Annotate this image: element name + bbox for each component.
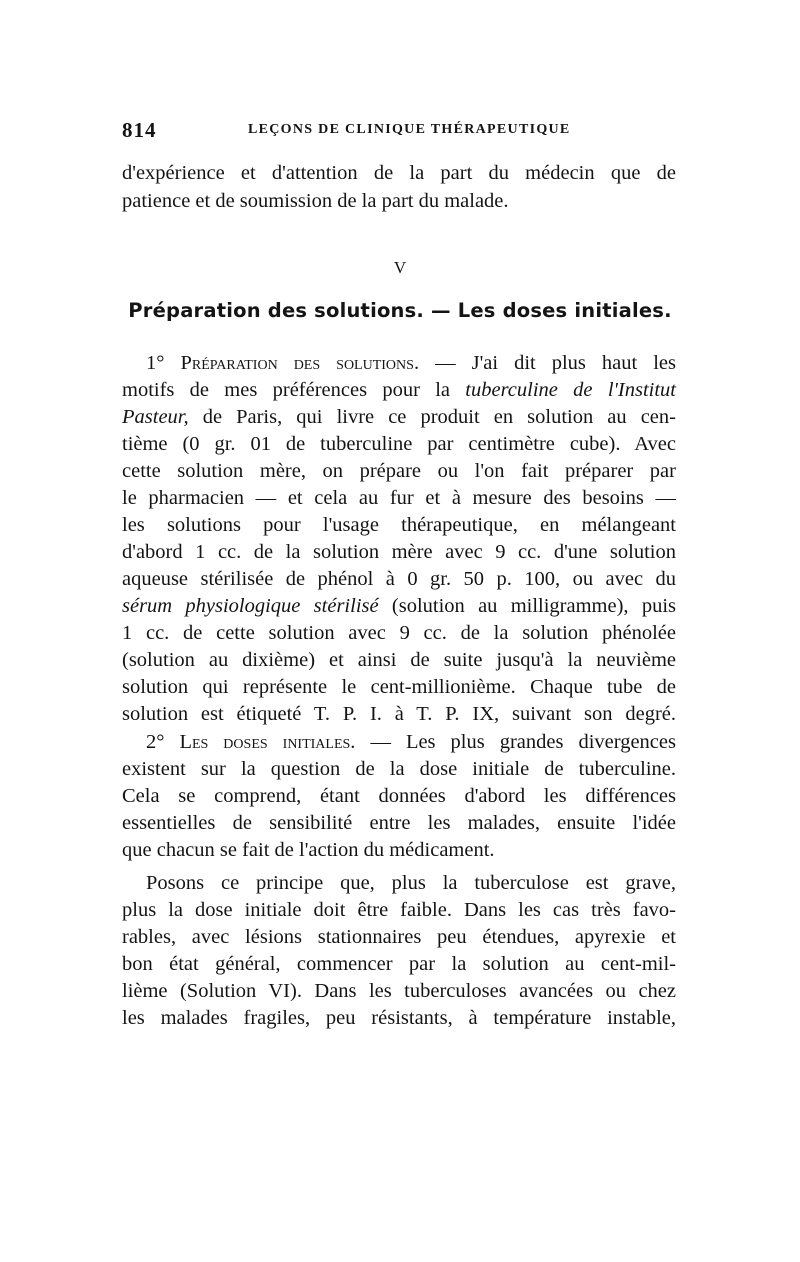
- section-title: Préparation des solutions. — Les doses initiales.: [128, 299, 672, 322]
- text-line: rables, avec lésions stationnaires peu étendues, apyrexie et: [122, 926, 676, 948]
- text-line: [146, 350, 676, 376]
- text-line: aqueuse stérilisée de phénol à 0 gr. 50 p. 100, ou avec du: [122, 568, 676, 590]
- text-run: de Paris, qui livre ce produit en solution au cen-: [188, 406, 676, 428]
- text-line: Posons ce principe que, plus la tuberculose est grave,: [146, 872, 676, 894]
- running-title: LEÇONS DE CLINIQUE THÉRAPEUTIQUE: [248, 122, 571, 137]
- text-line: [122, 377, 676, 403]
- text-run: motifs de mes préférences pour la: [122, 379, 466, 401]
- italic-run: Pasteur,: [122, 406, 189, 428]
- text-line: solution est étiqueté T. P. I. à T. P. IX, suivant son degré.: [122, 703, 676, 725]
- text-line: [122, 404, 676, 430]
- italic-run: tuberculine de l'Institut: [465, 379, 676, 401]
- text-run: (solution au milligramme), puis: [378, 595, 676, 617]
- text-line: les solutions pour l'usage thérapeutique, en mélangeant: [122, 514, 676, 536]
- text-run: — J'ai dit plus haut les: [419, 352, 676, 374]
- text-line: solution qui représente le cent-millionième. Chaque tube de: [122, 676, 676, 698]
- text-line: cette solution mère, on prépare ou l'on fait préparer par: [122, 460, 676, 482]
- text-run: — Les plus grandes divergences: [355, 731, 676, 753]
- text-line: [146, 729, 676, 755]
- text-line: d'expérience et d'attention de la part du médecin que de: [122, 162, 676, 184]
- text-line: existent sur la question de la dose initiale de tuberculine.: [122, 758, 676, 780]
- text-line: Cela se comprend, étant données d'abord les différences: [122, 785, 676, 807]
- section-number: V: [393, 258, 407, 277]
- running-header: [122, 118, 674, 146]
- text-line: 1 cc. de cette solution avec 9 cc. de la solution phénolée: [122, 622, 676, 644]
- page-number: 814: [122, 118, 157, 142]
- paragraph-lead: 1° Préparation des solutions.: [146, 352, 420, 374]
- text-line: (solution au dixième) et ainsi de suite jusqu'à la neuvième: [122, 649, 676, 671]
- text-line: patience et de soumission de la part du malade.: [122, 190, 509, 212]
- text-line: lième (Solution VI). Dans les tuberculoses avancées ou chez: [122, 980, 676, 1002]
- italic-run: sérum physiologique stérilisé: [122, 595, 379, 617]
- text-line: les malades fragiles, peu résistants, à température instable,: [122, 1007, 676, 1029]
- text-line: [122, 593, 676, 619]
- text-line: d'abord 1 cc. de la solution mère avec 9 cc. d'une solution: [122, 541, 676, 563]
- paragraph-lead: 2° Les doses initiales.: [146, 731, 356, 753]
- text-line: que chacun se fait de l'action du médicament.: [122, 839, 495, 861]
- text-line: le pharmacien — et cela au fur et à mesure des besoins —: [122, 487, 676, 509]
- text-line: plus la dose initiale doit être faible. Dans les cas très favo-: [122, 899, 676, 921]
- text-line: bon état général, commencer par la solution au cent-mil-: [122, 953, 676, 975]
- text-line: essentielles de sensibilité entre les malades, ensuite l'idée: [122, 812, 676, 834]
- text-line: tième (0 gr. 01 de tuberculine par centimètre cube). Avec: [122, 433, 676, 455]
